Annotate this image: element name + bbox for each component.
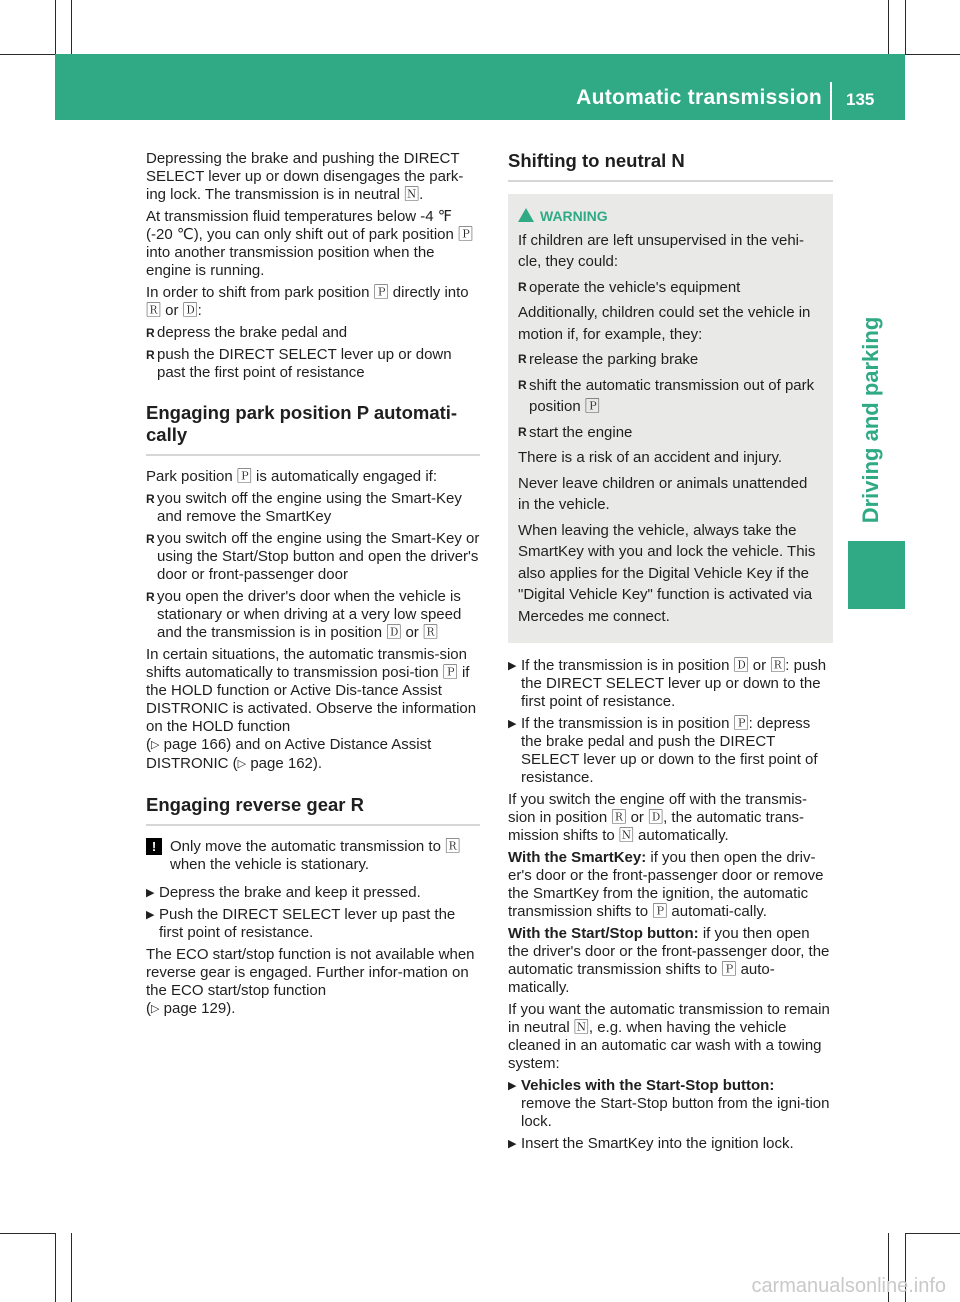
exclamation-icon: ! bbox=[146, 838, 162, 855]
list-item: R release the parking brake bbox=[518, 349, 823, 371]
crop-mark bbox=[905, 54, 960, 55]
crop-mark bbox=[0, 1233, 55, 1234]
list-item: R operate the vehicle's equipment bbox=[518, 277, 823, 299]
page-ref-link[interactable]: page 166) and on Active Distance Assist DISTRONIC ( bbox=[146, 736, 432, 772]
list-item: R push the DIRECT SELECT lever up or down past the first point of resistance bbox=[146, 346, 480, 382]
paragraph bbox=[508, 925, 833, 997]
note-text: Only move the automatic transmission to 🅁 when the vehicle is stationary. bbox=[170, 838, 461, 873]
crop-mark bbox=[905, 1233, 960, 1234]
paragraph: There is a risk of an accident and injury. bbox=[518, 449, 783, 466]
crop-mark bbox=[905, 0, 906, 54]
paragraph: At transmission fluid temperatures below -4 ℉ (-20 ℃), you can only shift out of park position 🄿 into another transmission position when the engine is running. bbox=[146, 208, 473, 279]
crop-mark bbox=[888, 0, 889, 54]
paragraph: Depressing the brake and pushing the DIRECT SELECT lever up or down disengages the park-ing lock. The transmission is in neutral 🄽. bbox=[146, 150, 464, 203]
list-item: R depress the brake pedal and bbox=[146, 324, 480, 342]
warning-header bbox=[518, 206, 823, 228]
page-ref-link[interactable]: page 162). bbox=[250, 755, 323, 772]
paragraph: The ECO start/stop function is not available when reverse gear is engaged. Further infor-mation on the ECO start/stop function (▷ page 129). bbox=[146, 946, 475, 1017]
crop-mark bbox=[55, 0, 56, 54]
section-heading: Engaging reverse gear R bbox=[146, 778, 480, 826]
step-text: remove the Start-Stop button from the igni-tion lock. bbox=[521, 1095, 830, 1130]
bold-lead: With the Start/Stop button: bbox=[508, 925, 699, 942]
list-item: R you open the driver's door when the vehicle is stationary or when driving at a very low speed and the transmission is in position 🄳 or 🅁 bbox=[146, 588, 480, 642]
paragraph: In certain situations, the automatic transmis-sion shifts automatically to transmission posi-tion 🄿 if the HOLD function or Active Dis-tance Assist DISTRONIC is activated. Observe the information on the HOLD function (▷ page 166) and on Active Distance Assist DISTRONIC (▷ page 162). bbox=[146, 646, 477, 772]
paragraph: If children are left unsupervised in the vehi-cle, they could: bbox=[518, 231, 804, 270]
warning-label: WARNING bbox=[540, 208, 608, 224]
crop-mark bbox=[71, 0, 72, 54]
right-column bbox=[508, 150, 833, 1157]
paragraph: Park position 🄿 is automatically engaged if: bbox=[146, 468, 437, 485]
instruction-step: ▶ If the transmission is in position 🄳 or 🅁: push the DIRECT SELECT lever up or down to the first point of resistance. bbox=[508, 657, 833, 711]
watermark: carmanualsonline.info bbox=[751, 1275, 946, 1297]
paragraph-text: if you then open the driv-er's door or the front-passenger door or remove the SmartKey from the ignition, the automatic transmission shifts to 🄿 automati-cally. bbox=[508, 849, 824, 920]
list-item: R start the engine bbox=[518, 422, 823, 444]
note bbox=[146, 838, 480, 874]
paragraph bbox=[508, 849, 833, 921]
instruction-step: ▶ Push the DIRECT SELECT lever up past the first point of resistance. bbox=[146, 906, 480, 942]
paragraph: In order to shift from park position 🄿 directly into 🅁 or 🄳: bbox=[146, 284, 469, 319]
instruction-step: ▶ Insert the SmartKey into the ignition lock. bbox=[508, 1135, 833, 1153]
paragraph-text: The ECO start/stop function is not available when reverse gear is engaged. Further infor-mation on the ECO start/stop function bbox=[146, 946, 475, 999]
bold-lead: Vehicles with the Start-Stop button: bbox=[521, 1077, 775, 1094]
crop-mark bbox=[55, 1233, 56, 1302]
paragraph-text: In certain situations, the automatic transmis-sion shifts automatically to transmission posi-tion 🄿 if the HOLD function or Active Dis-tance Assist DISTRONIC is activated. Observe the information on the HOLD function bbox=[146, 646, 477, 735]
page-number: 135 bbox=[846, 90, 875, 109]
chapter-tab-label: Driving and parking bbox=[858, 316, 883, 524]
crop-mark bbox=[71, 1233, 72, 1302]
left-column bbox=[146, 150, 480, 1023]
page-ref-link[interactable]: page 129). bbox=[163, 1000, 236, 1017]
paragraph: When leaving the vehicle, always take the SmartKey with you and lock the vehicle. This also applies for the Digital Vehicle Key if the "Digital Vehicle Key" function is activated via Mercedes me connect. bbox=[518, 521, 816, 625]
instruction-step: ▶ Depress the brake and keep it pressed. bbox=[146, 884, 480, 902]
list-item: R shift the automatic transmission out of park position 🄿 bbox=[518, 375, 823, 418]
list-item: R you switch off the engine using the Smart-Key or using the Start/Stop button and open the driver's door or front-passenger door bbox=[146, 530, 480, 584]
header-separator bbox=[830, 82, 832, 120]
paragraph: Additionally, children could set the vehicle in motion if, for example, they: bbox=[518, 304, 811, 343]
paragraph: If you switch the engine off with the transmis-sion in position 🅁 or 🄳, the automatic trans-mission shifts to 🄽 automatically. bbox=[508, 791, 808, 844]
page-title: Automatic transmission bbox=[576, 86, 822, 109]
warning-triangle-icon bbox=[518, 208, 534, 222]
paragraph: Never leave children or animals unattended in the vehicle. bbox=[518, 474, 808, 513]
section-heading: Engaging park position P automati-cally bbox=[146, 386, 480, 456]
instruction-step: ▶ If the transmission is in position 🄿: depress the brake pedal and push the DIRECT SELECT lever up or down to the first point of resistance. bbox=[508, 715, 833, 787]
paragraph: If you want the automatic transmission to remain in neutral 🄽, e.g. when having the vehicle cleaned in an automatic car wash with a towing system: bbox=[508, 1001, 830, 1072]
crop-mark bbox=[0, 54, 55, 55]
warning-box bbox=[508, 194, 833, 643]
list-item: R you switch off the engine using the Smart-Key and remove the SmartKey bbox=[146, 490, 480, 526]
page-ref-icon: ▷ bbox=[151, 739, 160, 751]
page-ref-icon: ▷ bbox=[237, 758, 247, 770]
paragraph-text: if you then open the driver's door or the front-passenger door, the automatic transmission shifts to 🄿 auto-matically. bbox=[508, 925, 830, 996]
page-ref-icon: ▷ bbox=[151, 1003, 160, 1015]
bold-lead: With the SmartKey: bbox=[508, 849, 647, 866]
instruction-step bbox=[508, 1077, 833, 1131]
chapter-tab-marker bbox=[848, 541, 905, 609]
section-heading: Shifting to neutral N bbox=[508, 150, 833, 182]
